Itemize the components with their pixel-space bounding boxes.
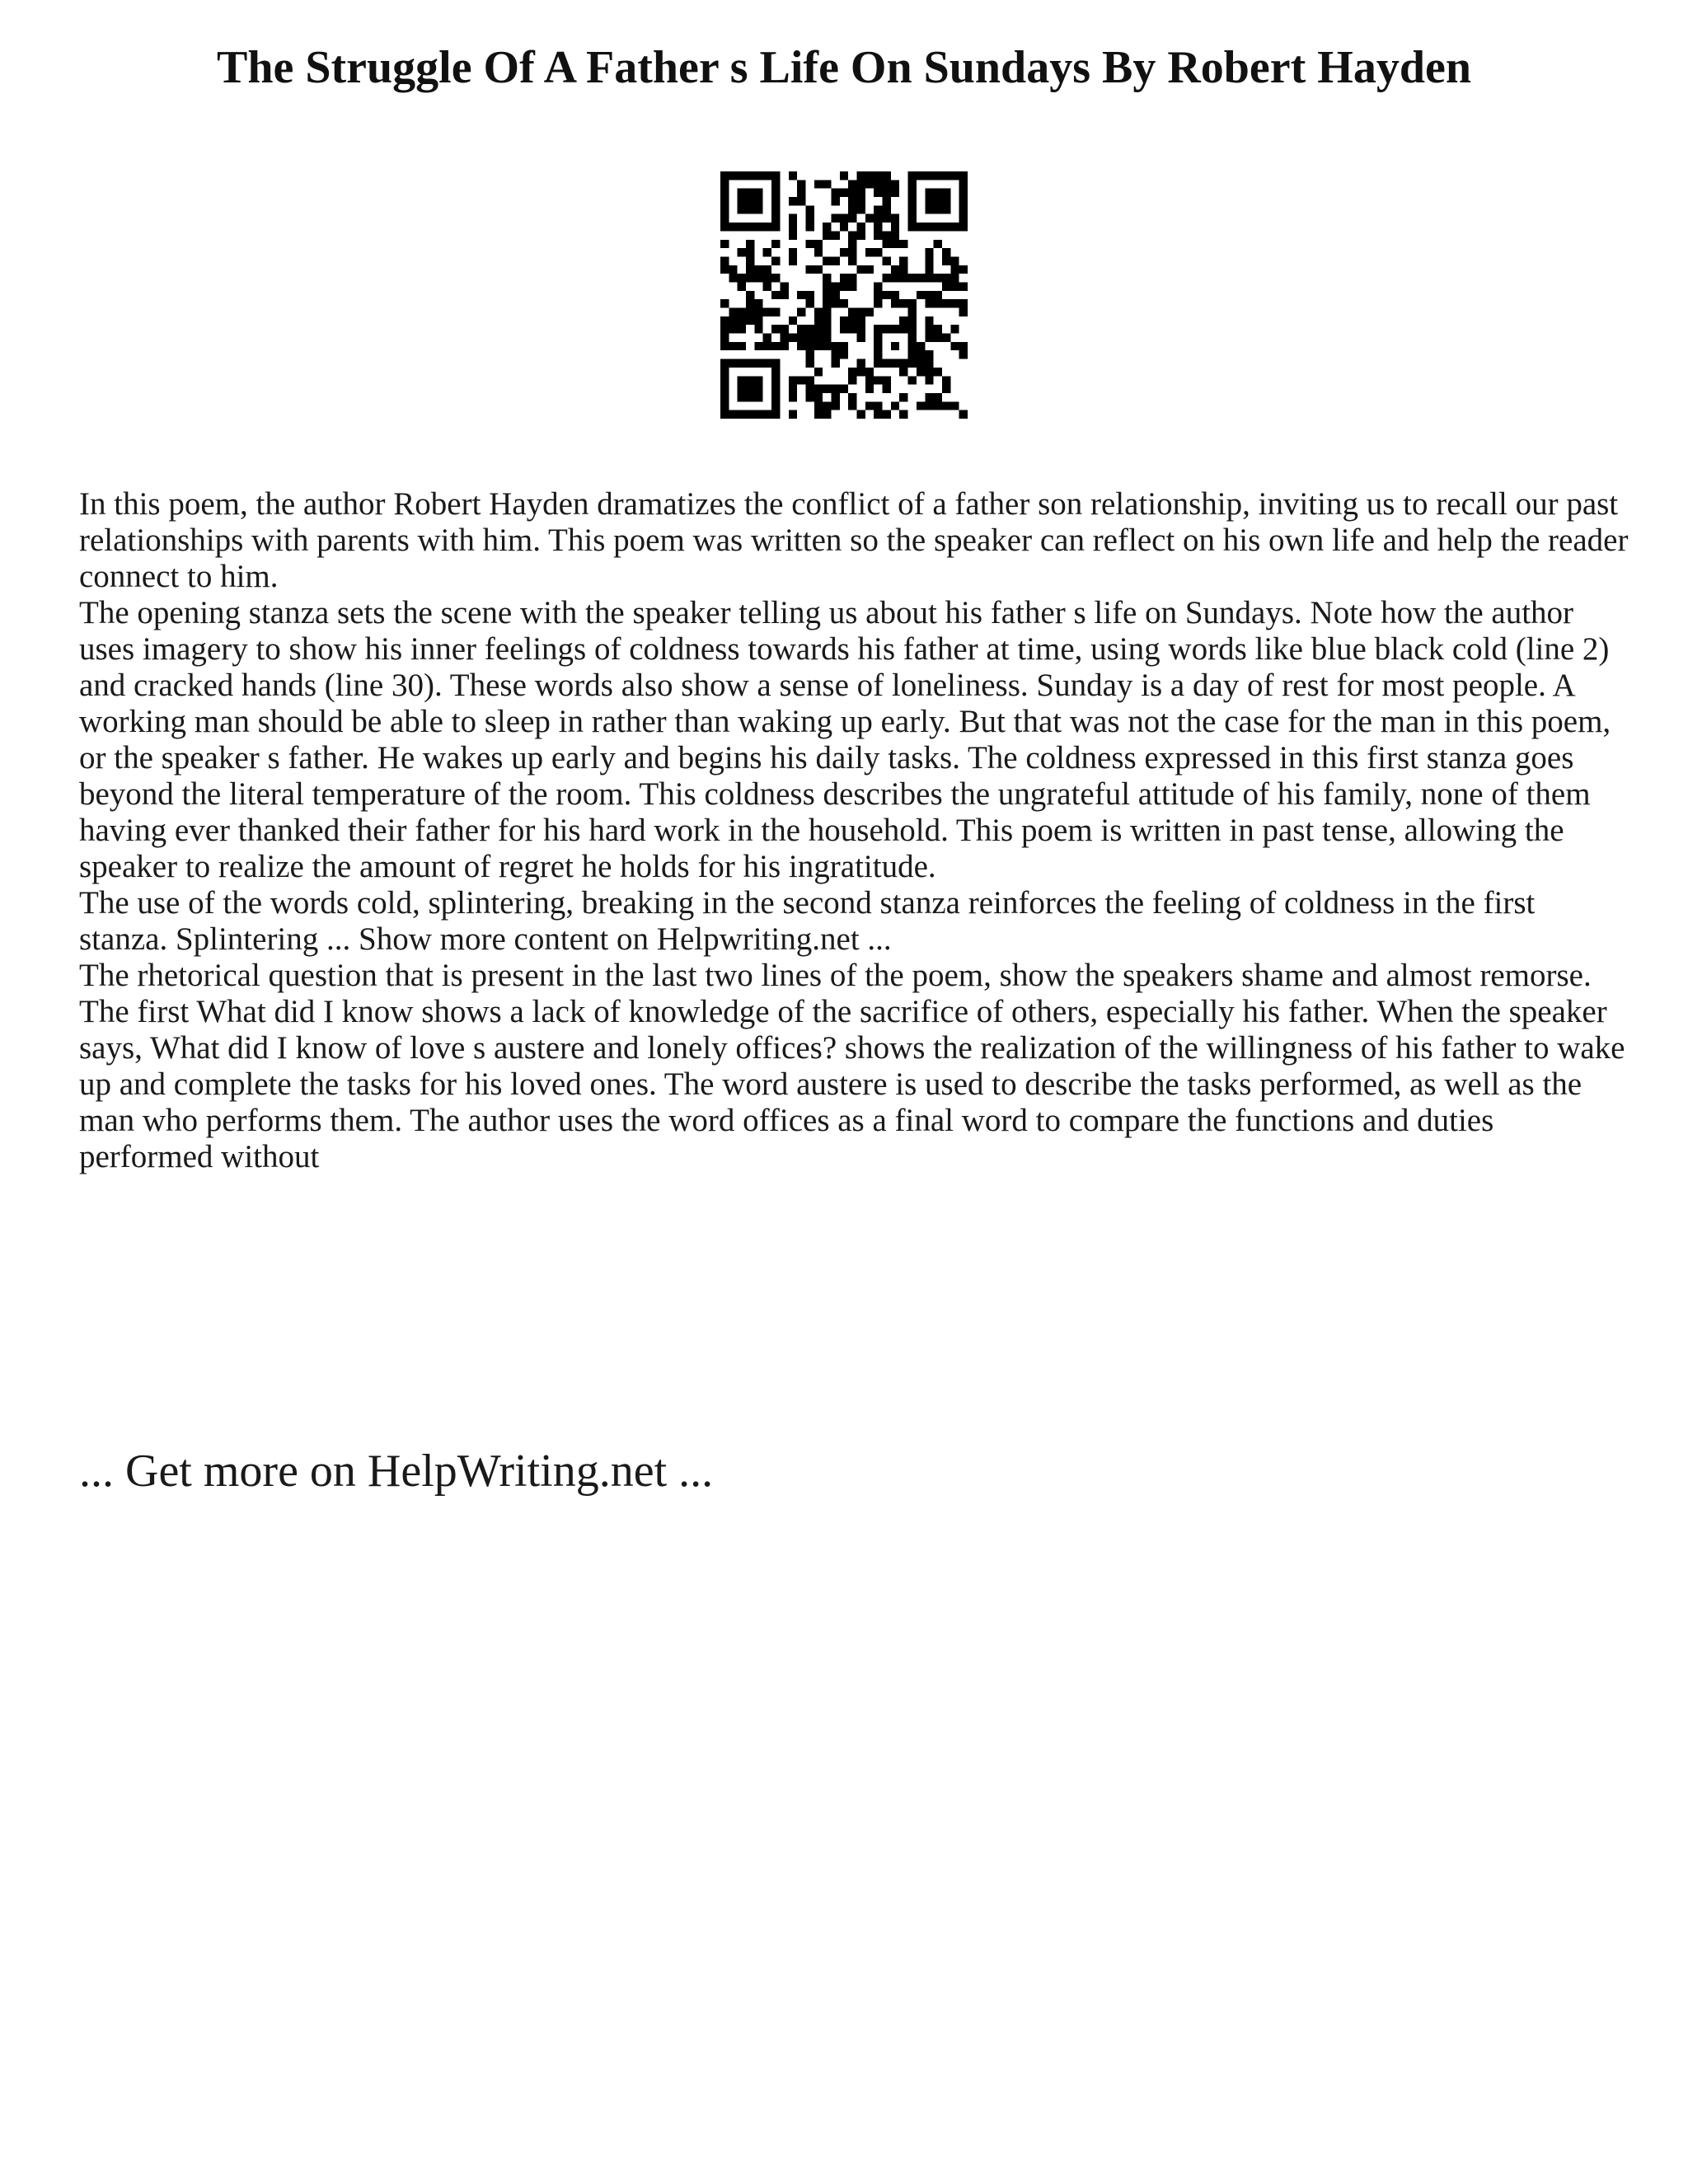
qr-code-icon bbox=[720, 171, 968, 419]
paragraph-opening-stanza: The opening stanza sets the scene with the speaker telling us about his father s life on Sundays. Note how the author uses imagery to show his inner feelings of coldness towards his father at time, using words like blue black cold (line 2) and cracked hands (line 30). These words also show a sense of loneliness. Sunday is a day of rest for most people. A working man should be able to sleep in rather than waking up early. But that was not the case for the man in this poem, or the speaker s father. He wakes up early and begins his daily tasks. The coldness expressed in this first stanza goes beyond the literal temperature of the room. This coldness describes the ungrateful attitude of his family, none of them having ever thanked their father for his hard work in the household. This poem is written in past tense, allowing the speaker to realize the amount of regret he holds for his ingratitude. bbox=[79, 595, 1611, 884]
page-title: The Struggle Of A Father s Life On Sundays By Robert Hayden bbox=[216, 42, 1471, 93]
paragraph-intro: In this poem, the author Robert Hayden dramatizes the conflict of a father son relationship, inviting us to recall our past relationships with parents with him. This poem was written so the speaker can reflect on his own life and help the reader connect to him. bbox=[79, 486, 1629, 594]
get-more-link[interactable]: ... Get more on HelpWriting.net ... bbox=[79, 1446, 714, 1497]
article-body bbox=[79, 486, 1629, 1175]
qr-code-graphic bbox=[720, 171, 968, 419]
paragraph-rhetorical-question: The rhetorical question that is present in the last two lines of the poem, show the speakers shame and almost remorse. The first What did I know shows a lack of knowledge of the sacrifice of others, especially his father. When the speaker says, What did I know of love s austere and lonely offices? shows the realization of the willingness of his father to wake up and complete the tasks for his loved ones. The word austere is used to describe the tasks performed, as well as the man who performs them. The author uses the word offices as a final word to compare the functions and duties performed without bbox=[79, 958, 1625, 1174]
paragraph-second-stanza: The use of the words cold, splintering, breaking in the second stanza reinforces the feeling of coldness in the first stanza. Splintering ... Show more content on Helpwriting.net ... bbox=[79, 885, 1536, 957]
